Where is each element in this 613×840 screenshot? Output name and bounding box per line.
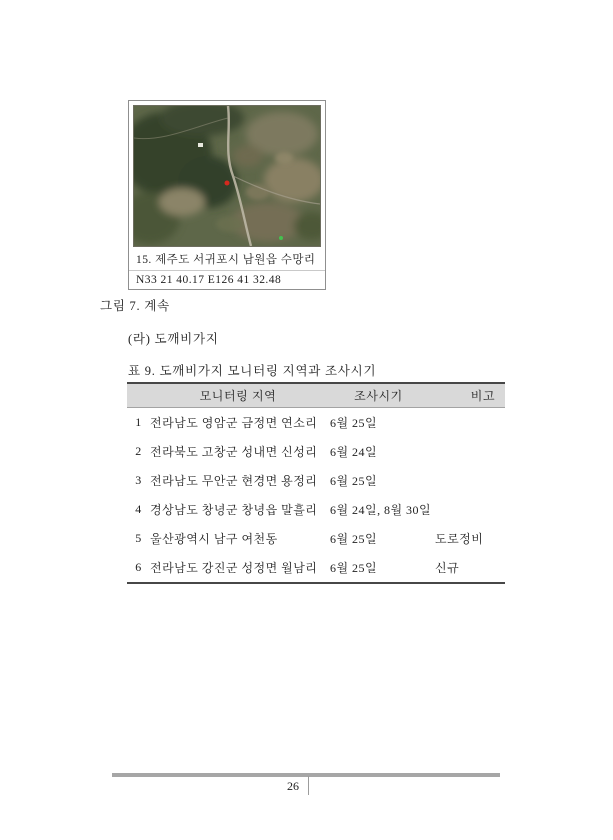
table-row: [127, 437, 505, 466]
footer-divider-line: [308, 776, 309, 795]
row-number: 4: [135, 502, 142, 516]
satellite-image-graphic: [134, 106, 320, 246]
table-header-row: [127, 382, 505, 408]
row-number: 1: [135, 415, 142, 429]
table-row: [127, 466, 505, 495]
row-region: 울산광역시 남구 여천동: [150, 532, 278, 546]
table-body: [127, 408, 505, 584]
red-marker-dot: [225, 181, 230, 186]
row-survey-date: 6월 25일: [330, 532, 378, 546]
header-survey-date: 조사시기: [354, 389, 403, 403]
table-title: 표 9. 도깨비가지 모니터링 지역과 조사시기: [128, 364, 377, 378]
page-number: 26: [287, 779, 299, 793]
row-survey-date: 6월 25일: [330, 416, 378, 430]
satellite-image: [133, 105, 321, 247]
table-row: [127, 495, 505, 524]
figure-caption-coordinates: N33 21 40.17 E126 41 32.48: [129, 270, 325, 289]
row-number: 6: [135, 560, 142, 574]
row-region: 전라남도 무안군 현경면 용정리: [150, 474, 318, 488]
row-survey-date: 6월 24일, 8월 30일: [330, 503, 432, 517]
row-number: 5: [135, 531, 142, 545]
figure-caption-location: 15. 제주도 서귀포시 남원읍 수망리: [136, 254, 316, 266]
header-region: 모니터링 지역: [199, 389, 277, 403]
row-region: 전라남도 강진군 성정면 월남리: [150, 561, 318, 575]
row-number: 2: [135, 444, 142, 458]
row-survey-date: 6월 24일: [330, 445, 378, 459]
monitoring-table: [127, 382, 505, 584]
row-survey-date: 6월 25일: [330, 474, 378, 488]
row-region: 전라남도 영암군 금정면 연소리: [150, 416, 318, 430]
building-dot: [198, 143, 203, 147]
row-note: 도로정비: [435, 532, 484, 546]
table-row: [127, 408, 505, 437]
row-number: 3: [135, 473, 142, 487]
row-note: 신규: [435, 561, 460, 575]
figure-label: 그림 7. 계속: [100, 299, 170, 313]
table-row: [127, 553, 505, 582]
row-survey-date: 6월 25일: [330, 561, 378, 575]
section-heading: (라) 도깨비가지: [128, 332, 219, 346]
header-note: 비고: [470, 389, 496, 403]
green-marker-dot: [279, 236, 283, 240]
table-row: [127, 524, 505, 553]
footer-rule: [112, 773, 500, 777]
row-region: 전라북도 고창군 성내면 신성리: [150, 445, 318, 459]
row-region: 경상남도 창녕군 창녕읍 말흘리: [150, 503, 318, 517]
figure-box: [128, 100, 326, 290]
